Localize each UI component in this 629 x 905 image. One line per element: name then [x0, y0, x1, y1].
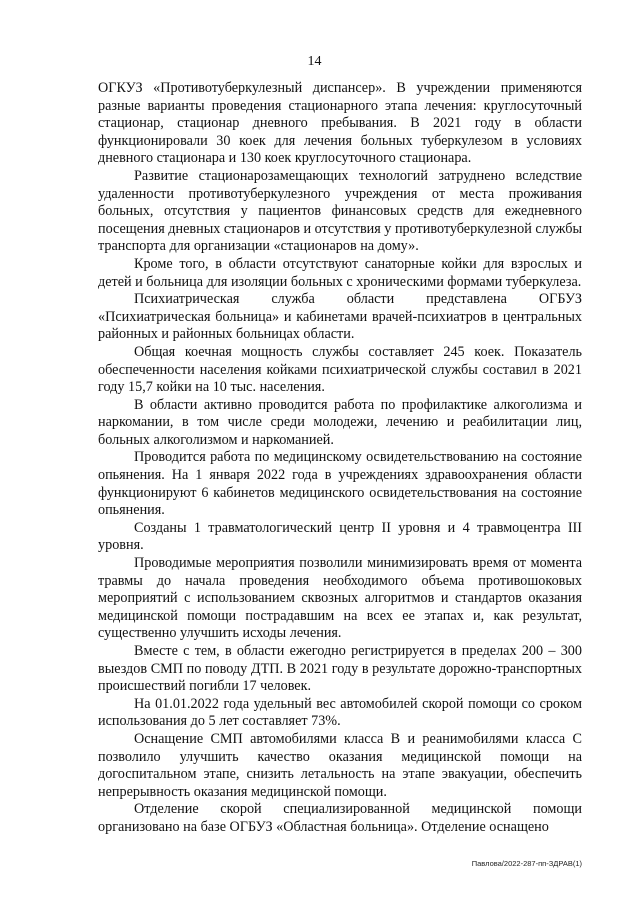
- paragraph-ambulance-equipment: Оснащение СМП автомобилями класса В и реанимобилями класса С позволило улучшить качество оказания медицинской помощи на догоспитальном этапе, снизить летальность на этапе эвакуации, обеспечить непрерывность оказания медицинской помощи.: [98, 730, 582, 800]
- document-body: [98, 80, 582, 837]
- paragraph-road-accidents: Вместе с тем, в области ежегодно регистрируется в пределах 200 – 300 выездов СМП по поводу ДТП. В 2021 году в результате дорожно-транспортных происшествий погибли 17 человек.: [98, 643, 582, 695]
- paragraph-ambulance-fleet: На 01.01.2022 года удельный вес автомобилей скорой помощи со сроком использования до 5 лет составляет 73%.: [98, 695, 582, 730]
- paragraph-trauma-outcomes: Проводимые мероприятия позволили минимизировать время от момента травмы до начала проведения необходимого объема противошоковых мероприятий с использованием сквозных алгоритмов и стандартов оказания медицинской помощи пострадавшим на всех ее этапах и, как результат, существенно улучшить исходы лечения.: [98, 555, 582, 642]
- paragraph-hospital-substitution: Развитие стационарозамещающих технологий затруднено вследствие удаленности противотуберкулезного учреждения от места проживания больных, отсутствия у пациентов финансовых средств для ежедневного посещения дневных стационаров и отсутствия у противотуберкулезной службы транспорта для организации «стационаров на дому».: [98, 167, 582, 255]
- paragraph-emergency-department: Отделение скорой специализированной медицинской помощи организовано на базе ОГБУЗ «Областная больница». Отделение оснащено: [98, 801, 582, 835]
- page-number: 14: [307, 54, 322, 69]
- paragraph-addiction-prevention: В области активно проводится работа по профилактике алкоголизма и наркомании, в том числе среди молодежи, лечению и реабилитации лиц, больных алкоголизмом и наркоманией.: [98, 396, 582, 448]
- paragraph-tb-dispensary: ОГКУЗ «Противотуберкулезный диспансер». В учреждении применяются разные варианты проведения стационарного этапа лечения: круглосуточный стационар, стационар дневного пребывания. В 2021 году в области функционировали 30 коек для лечения больных туберкулезом в условиях дневного стационара и 130 коек круглосуточного стационара.: [98, 80, 582, 167]
- paragraph-psychiatric-service: Психиатрическая служба области представлена ОГБУЗ «Психиатрическая больница» и кабинетами врачей-психиатров в центральных районных и районных больницах области.: [98, 291, 582, 343]
- paragraph-sanatorium-beds: Кроме того, в области отсутствуют санаторные койки для взрослых и детей и больница для изоляции больных с хроническими формами туберкулеза.: [98, 255, 582, 290]
- paragraph-bed-capacity: Общая коечная мощность службы составляет 245 коек. Показатель обеспеченности населения койками психиатрической службы составил в 2021 году 15,7 койки на 10 тыс. населения.: [98, 343, 582, 396]
- footer-document-code: Павлова/2022-287-пп-ЗДРАВ(1): [471, 859, 582, 868]
- paragraph-sobriety-examination: Проводится работа по медицинскому освидетельствованию на состояние опьянения. На 1 января 2022 года в учреждениях здравоохранения области функционируют 6 кабинетов медицинского освидетельствования на состояние опьянения.: [98, 449, 582, 519]
- paragraph-trauma-centers: Созданы 1 травматологический центр II уровня и 4 травмоцентра III уровня.: [98, 519, 582, 554]
